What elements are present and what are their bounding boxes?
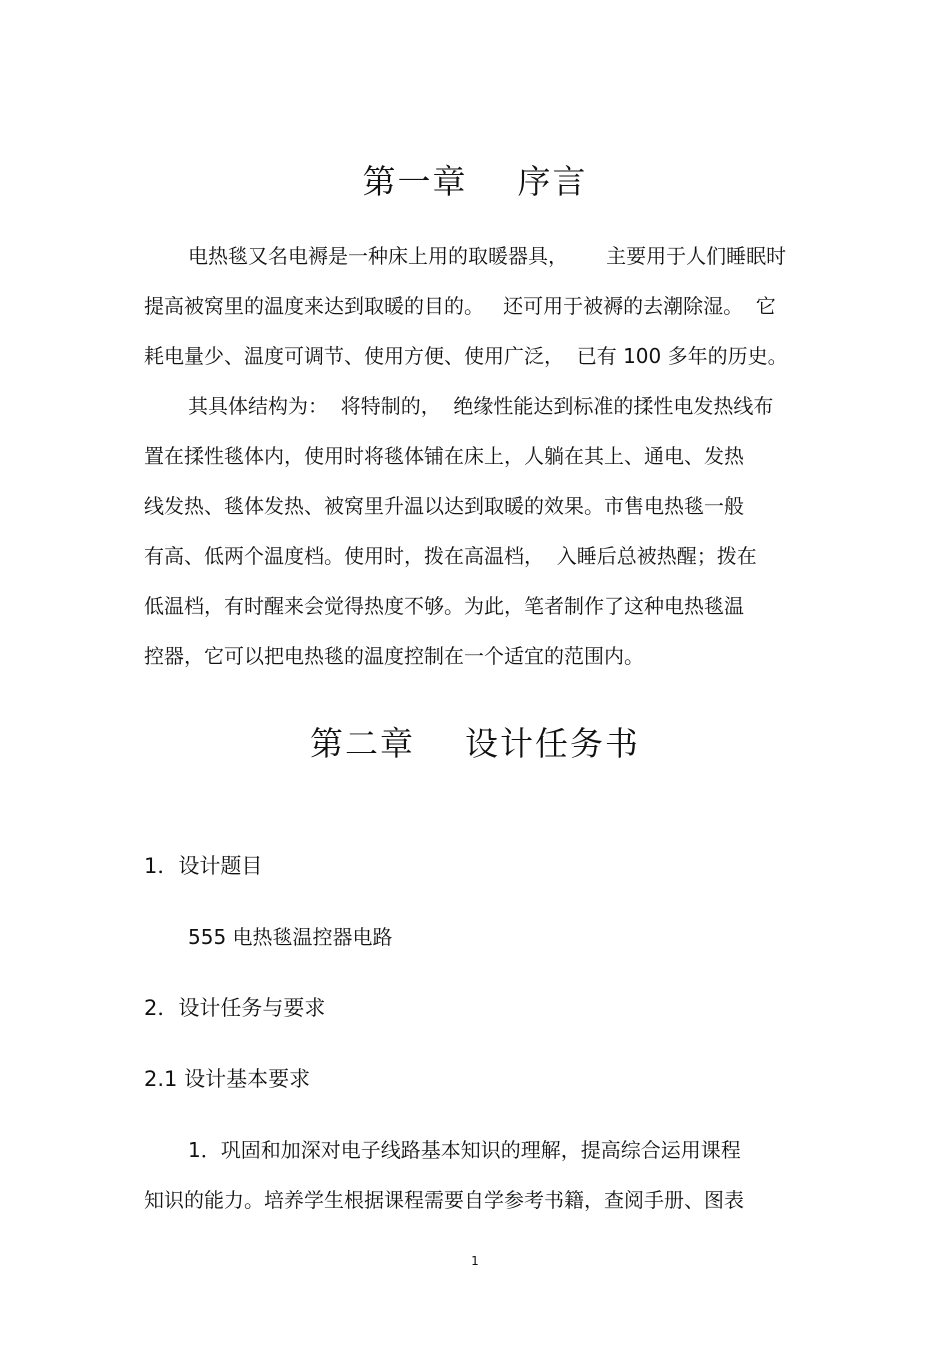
section-2-heading: 2．设计任务与要求	[144, 996, 326, 1020]
chapter-1-para-2-line-4: 有高、低两个温度档。使用时，拨在高温档， 入睡后总被热醒；拨在	[144, 544, 757, 568]
chapter-2-title: 第二章 设计任务书	[310, 724, 640, 763]
requirement-item-1-line-2: 知识的能力。培养学生根据课程需要自学参考书籍，查阅手册、图表	[144, 1188, 744, 1212]
section-1-body: 555 电热毯温控器电路	[188, 925, 393, 949]
chapter-1-para-2-line-5: 低温档，有时醒来会觉得热度不够。为此，笔者制作了这种电热毯温	[144, 594, 744, 618]
requirement-item-1-line-1: 1．巩固和加深对电子线路基本知识的理解，提高综合运用课程	[188, 1138, 741, 1162]
section-2-1-heading: 2.1 设计基本要求	[144, 1067, 311, 1091]
chapter-1-para-1-line-3: 耗电量少、温度可调节、使用方便、使用广泛， 已有 100 多年的历史。	[144, 344, 788, 368]
chapter-1-para-2-line-6: 控器，它可以把电热毯的温度控制在一个适宜的范围内。	[144, 644, 644, 668]
chapter-1-para-1-line-2: 提高被窝里的温度来达到取暖的目的。 还可用于被褥的去潮除湿。 它	[144, 294, 776, 318]
chapter-1-title: 第一章 序言	[362, 162, 588, 201]
chapter-1-para-2-line-1: 其具体结构为： 将特制的， 绝缘性能达到标准的揉性电发热线布	[188, 394, 774, 418]
chapter-1-para-2-line-3: 线发热、毯体发热、被窝里升温以达到取暖的效果。市售电热毯一般	[144, 494, 744, 518]
section-1-heading: 1．设计题目	[144, 854, 263, 878]
chapter-1-para-2-line-2: 置在揉性毯体内，使用时将毯体铺在床上，人躺在其上、通电、发热	[144, 444, 744, 468]
chapter-1-para-1-line-1: 电热毯又名电褥是一种床上用的取暖器具， 主要用于人们睡眠时	[188, 244, 787, 268]
page-number: 1	[471, 1254, 479, 1268]
